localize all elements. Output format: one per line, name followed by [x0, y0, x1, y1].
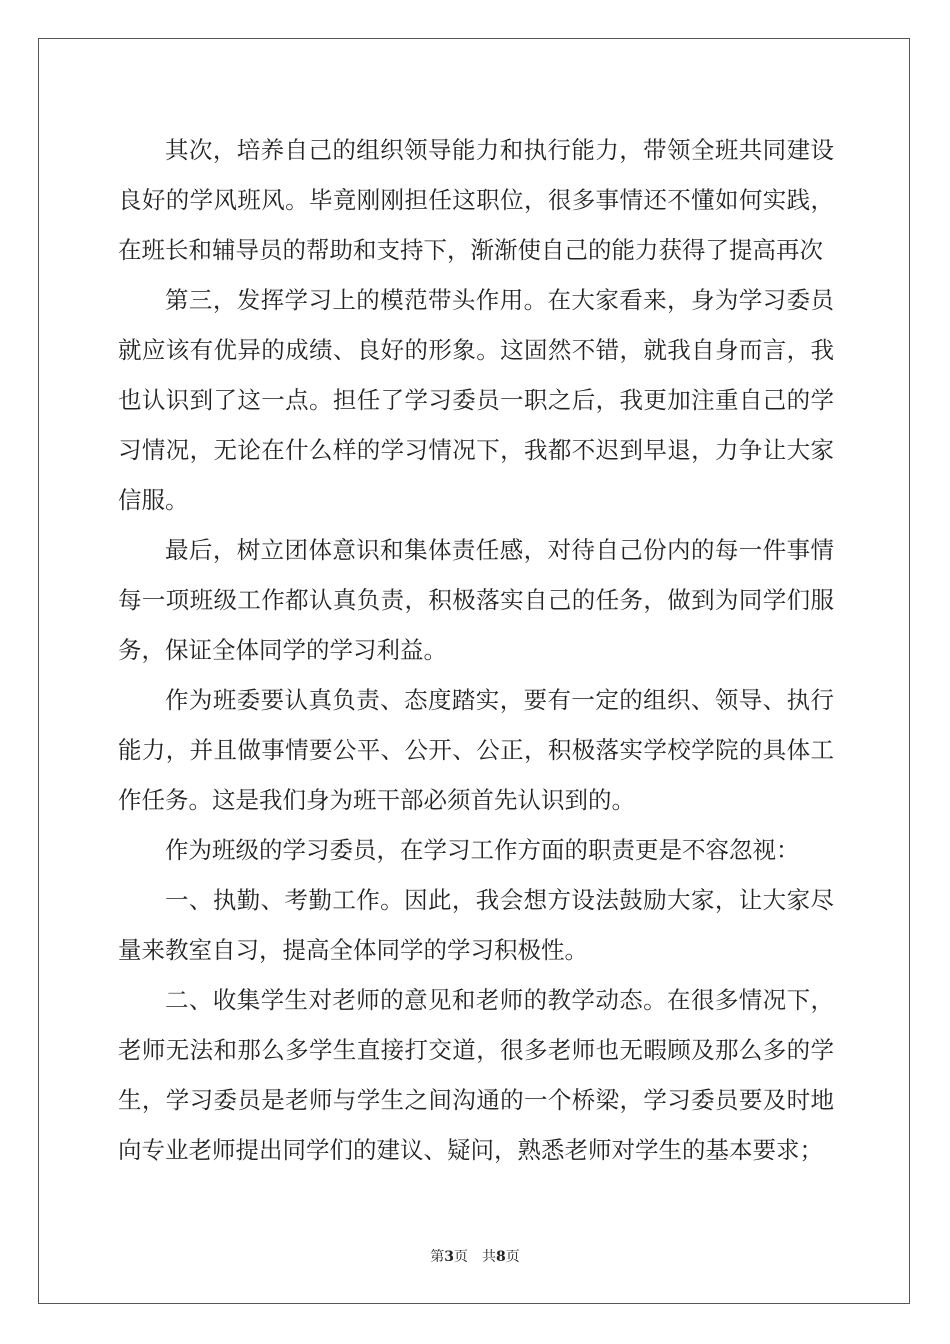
paragraph: 最后，树立团体意识和集体责任感，对待自己份内的每一件事情每一项班级工作都认真负责，积极落实自己的任务，做到为同学们服务，保证全体同学的学习利益。 [118, 536, 834, 664]
document-body [118, 125, 834, 1175]
paragraph: 第三，发挥学习上的模范带头作用。在大家看来，身为学习委员就应该有优异的成绩、良好的形象。这固然不错，就我自身而言，我也认识到了这一点。担任了学习委员一职之后，我更加注重自己的学习情况，无论在什么样的学习情况下，我都不迟到早退，力争让大家信服。 [118, 286, 834, 514]
footer-total-pages: 8 [496, 1249, 506, 1265]
paragraph: 二、收集学生对老师的意见和老师的教学动态。在很多情况下，老师无法和那么多学生直接打交道，很多老师也无暇顾及那么多的学生，学习委员是老师与学生之间沟通的一个桥梁，学习委员要及时地向专业老师提出同学们的建议、疑问，熟悉老师对学生的基本要求； [118, 986, 834, 1164]
footer-page-prefix: 第 [430, 1249, 445, 1265]
paragraph: 作为班委要认真负责、态度踏实，要有一定的组织、领导、执行能力，并且做事情要公平、公开、公正，积极落实学校学院的具体工作任务。这是我们身为班干部必须首先认识到的。 [118, 686, 834, 814]
footer-total-suffix: 页 [505, 1249, 520, 1265]
paragraph: 作为班级的学习委员，在学习工作方面的职责更是不容忽视： [165, 836, 800, 864]
footer-total-prefix: 共 [482, 1249, 496, 1265]
paragraph: 一、执勤、考勤工作。因此，我会想方设法鼓励大家，让大家尽量来教室自习，提高全体同学的学习积极性。 [118, 886, 834, 964]
footer-page-number: 3 [444, 1249, 454, 1265]
page-footer [0, 1246, 950, 1266]
footer-page-suffix: 页 [454, 1249, 468, 1265]
paragraph: 其次，培养自己的组织领导能力和执行能力，带领全班共同建设良好的学风班风。毕竟刚刚担任这职位，很多事情还不懂如何实践，在班长和辅导员的帮助和支持下，渐渐使自己的能力获得了提高再次 [118, 136, 834, 264]
